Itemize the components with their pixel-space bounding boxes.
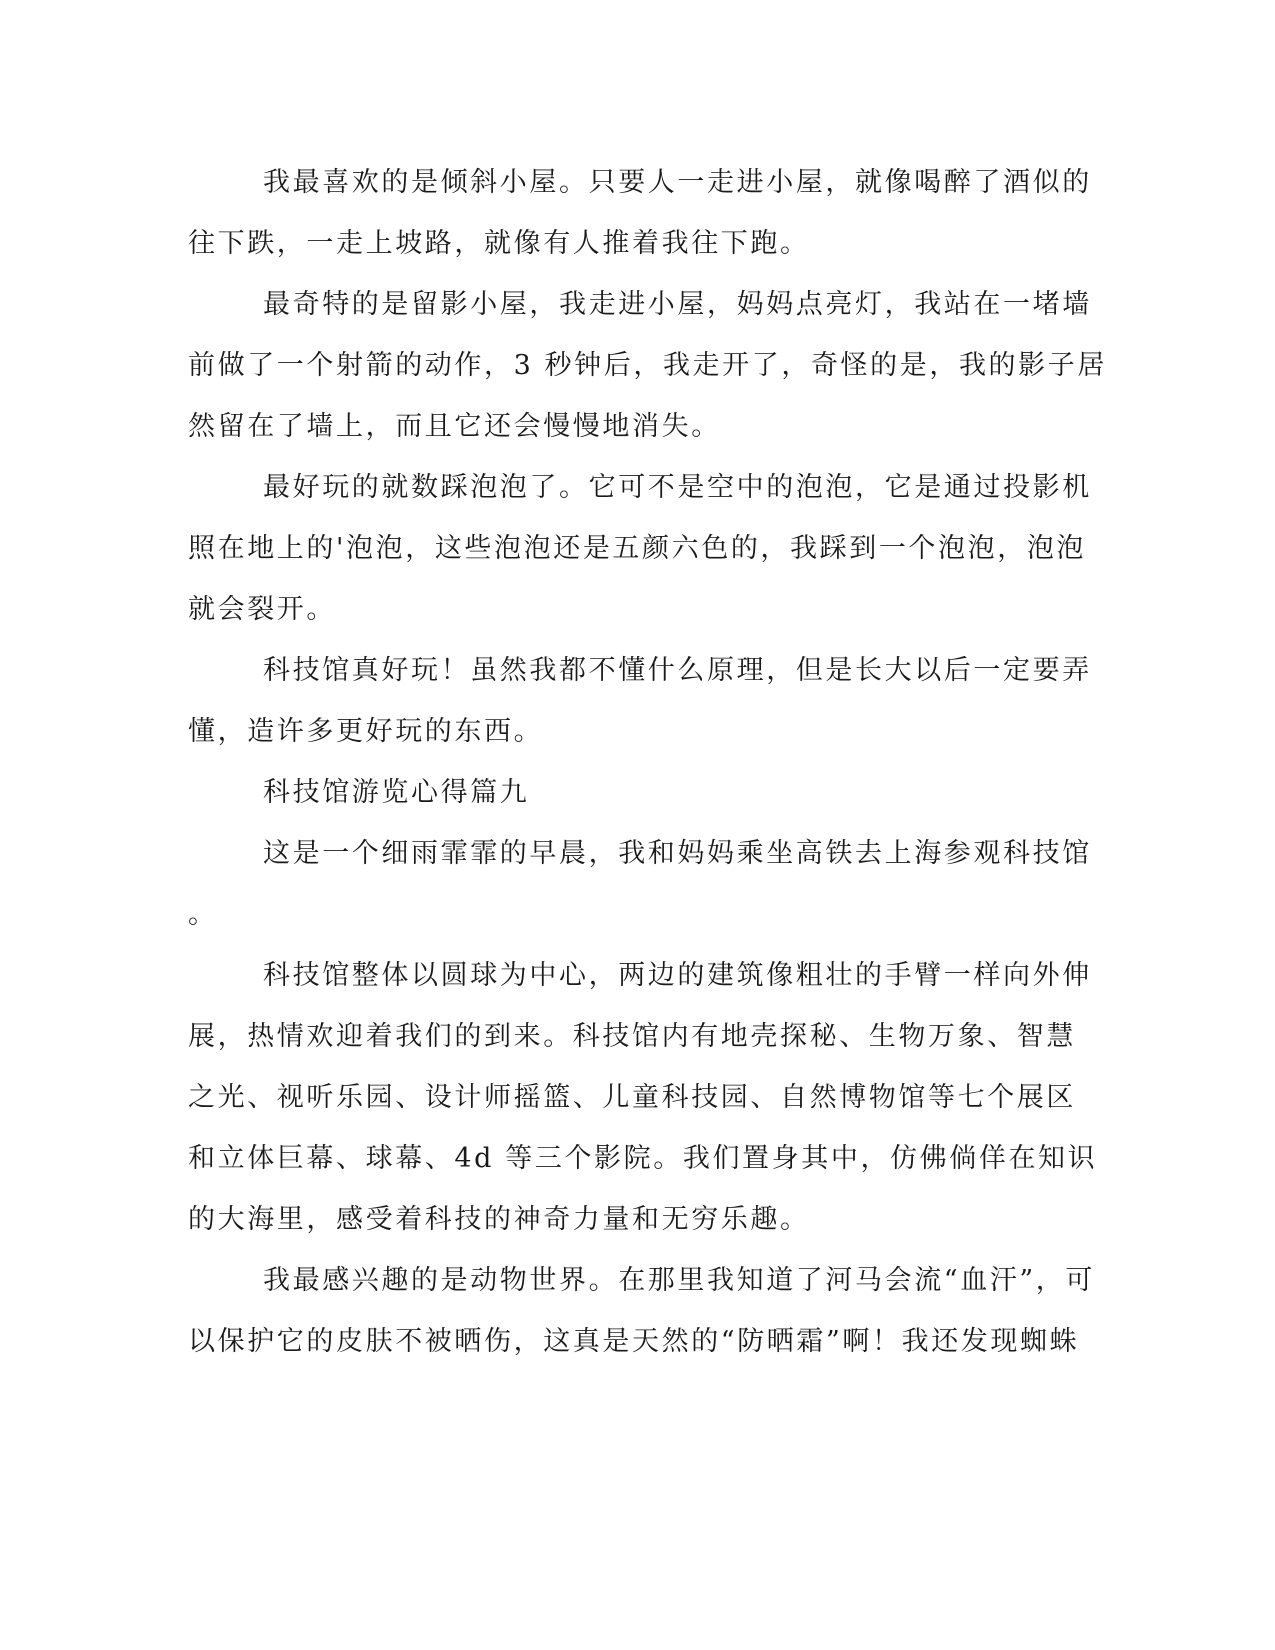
text-line: 最奇特的是留影小屋，我走进小屋，妈妈点亮灯，我站在一堵墙 xyxy=(263,289,1092,320)
text-line: 然留在了墙上，而且它还会慢慢地消失。 xyxy=(188,411,721,442)
text-line: 以保护它的皮肤不被晒伤，这真是天然的“防晒霜”啊！我还发现蜘蛛 xyxy=(188,1326,1080,1357)
text-line: 的大海里，感受着科技的神奇力量和无穷乐趣。 xyxy=(188,1204,810,1235)
text-line: 前做了一个射箭的动作，3 秒钟后，我走开了，奇怪的是，我的影子居 xyxy=(188,350,1107,381)
section-heading: 科技馆游览心得篇九 xyxy=(263,777,530,808)
text-line: 照在地上的'泡泡，这些泡泡还是五颜六色的，我踩到一个泡泡，泡泡 xyxy=(188,533,1087,564)
text-line: 往下跌，一走上坡路，就像有人推着我往下跑。 xyxy=(188,228,810,259)
text-line: 懂，造许多更好玩的东西。 xyxy=(188,716,544,747)
text-line: 我最喜欢的是倾斜小屋。只要人一走进小屋，就像喝醉了酒似的 xyxy=(263,167,1092,198)
text-line: 展，热情欢迎着我们的到来。科技馆内有地壳探秘、生物万象、智慧 xyxy=(188,1021,1076,1052)
text-line: 科技馆真好玩！虽然我都不懂什么原理，但是长大以后一定要弄 xyxy=(263,655,1092,686)
text-line: 我最感兴趣的是动物世界。在那里我知道了河马会流“血汗”，可 xyxy=(263,1265,1096,1296)
text-line: 和立体巨幕、球幕、4d 等三个影院。我们置身其中，仿佛倘佯在知识 xyxy=(188,1143,1098,1174)
text-line: 就会裂开。 xyxy=(188,594,336,625)
document-body xyxy=(188,152,1107,1372)
text-line: 。 xyxy=(188,899,218,930)
text-line: 之光、视听乐园、设计师摇篮、儿童科技园、自然博物馆等七个展区 xyxy=(188,1082,1076,1113)
text-line: 科技馆整体以圆球为中心，两边的建筑像粗壮的手臂一样向外伸 xyxy=(263,960,1092,991)
text-line: 这是一个细雨霏霏的早晨，我和妈妈乘坐高铁去上海参观科技馆 xyxy=(263,838,1092,869)
text-line: 最好玩的就数踩泡泡了。它可不是空中的泡泡，它是通过投影机 xyxy=(263,472,1092,503)
